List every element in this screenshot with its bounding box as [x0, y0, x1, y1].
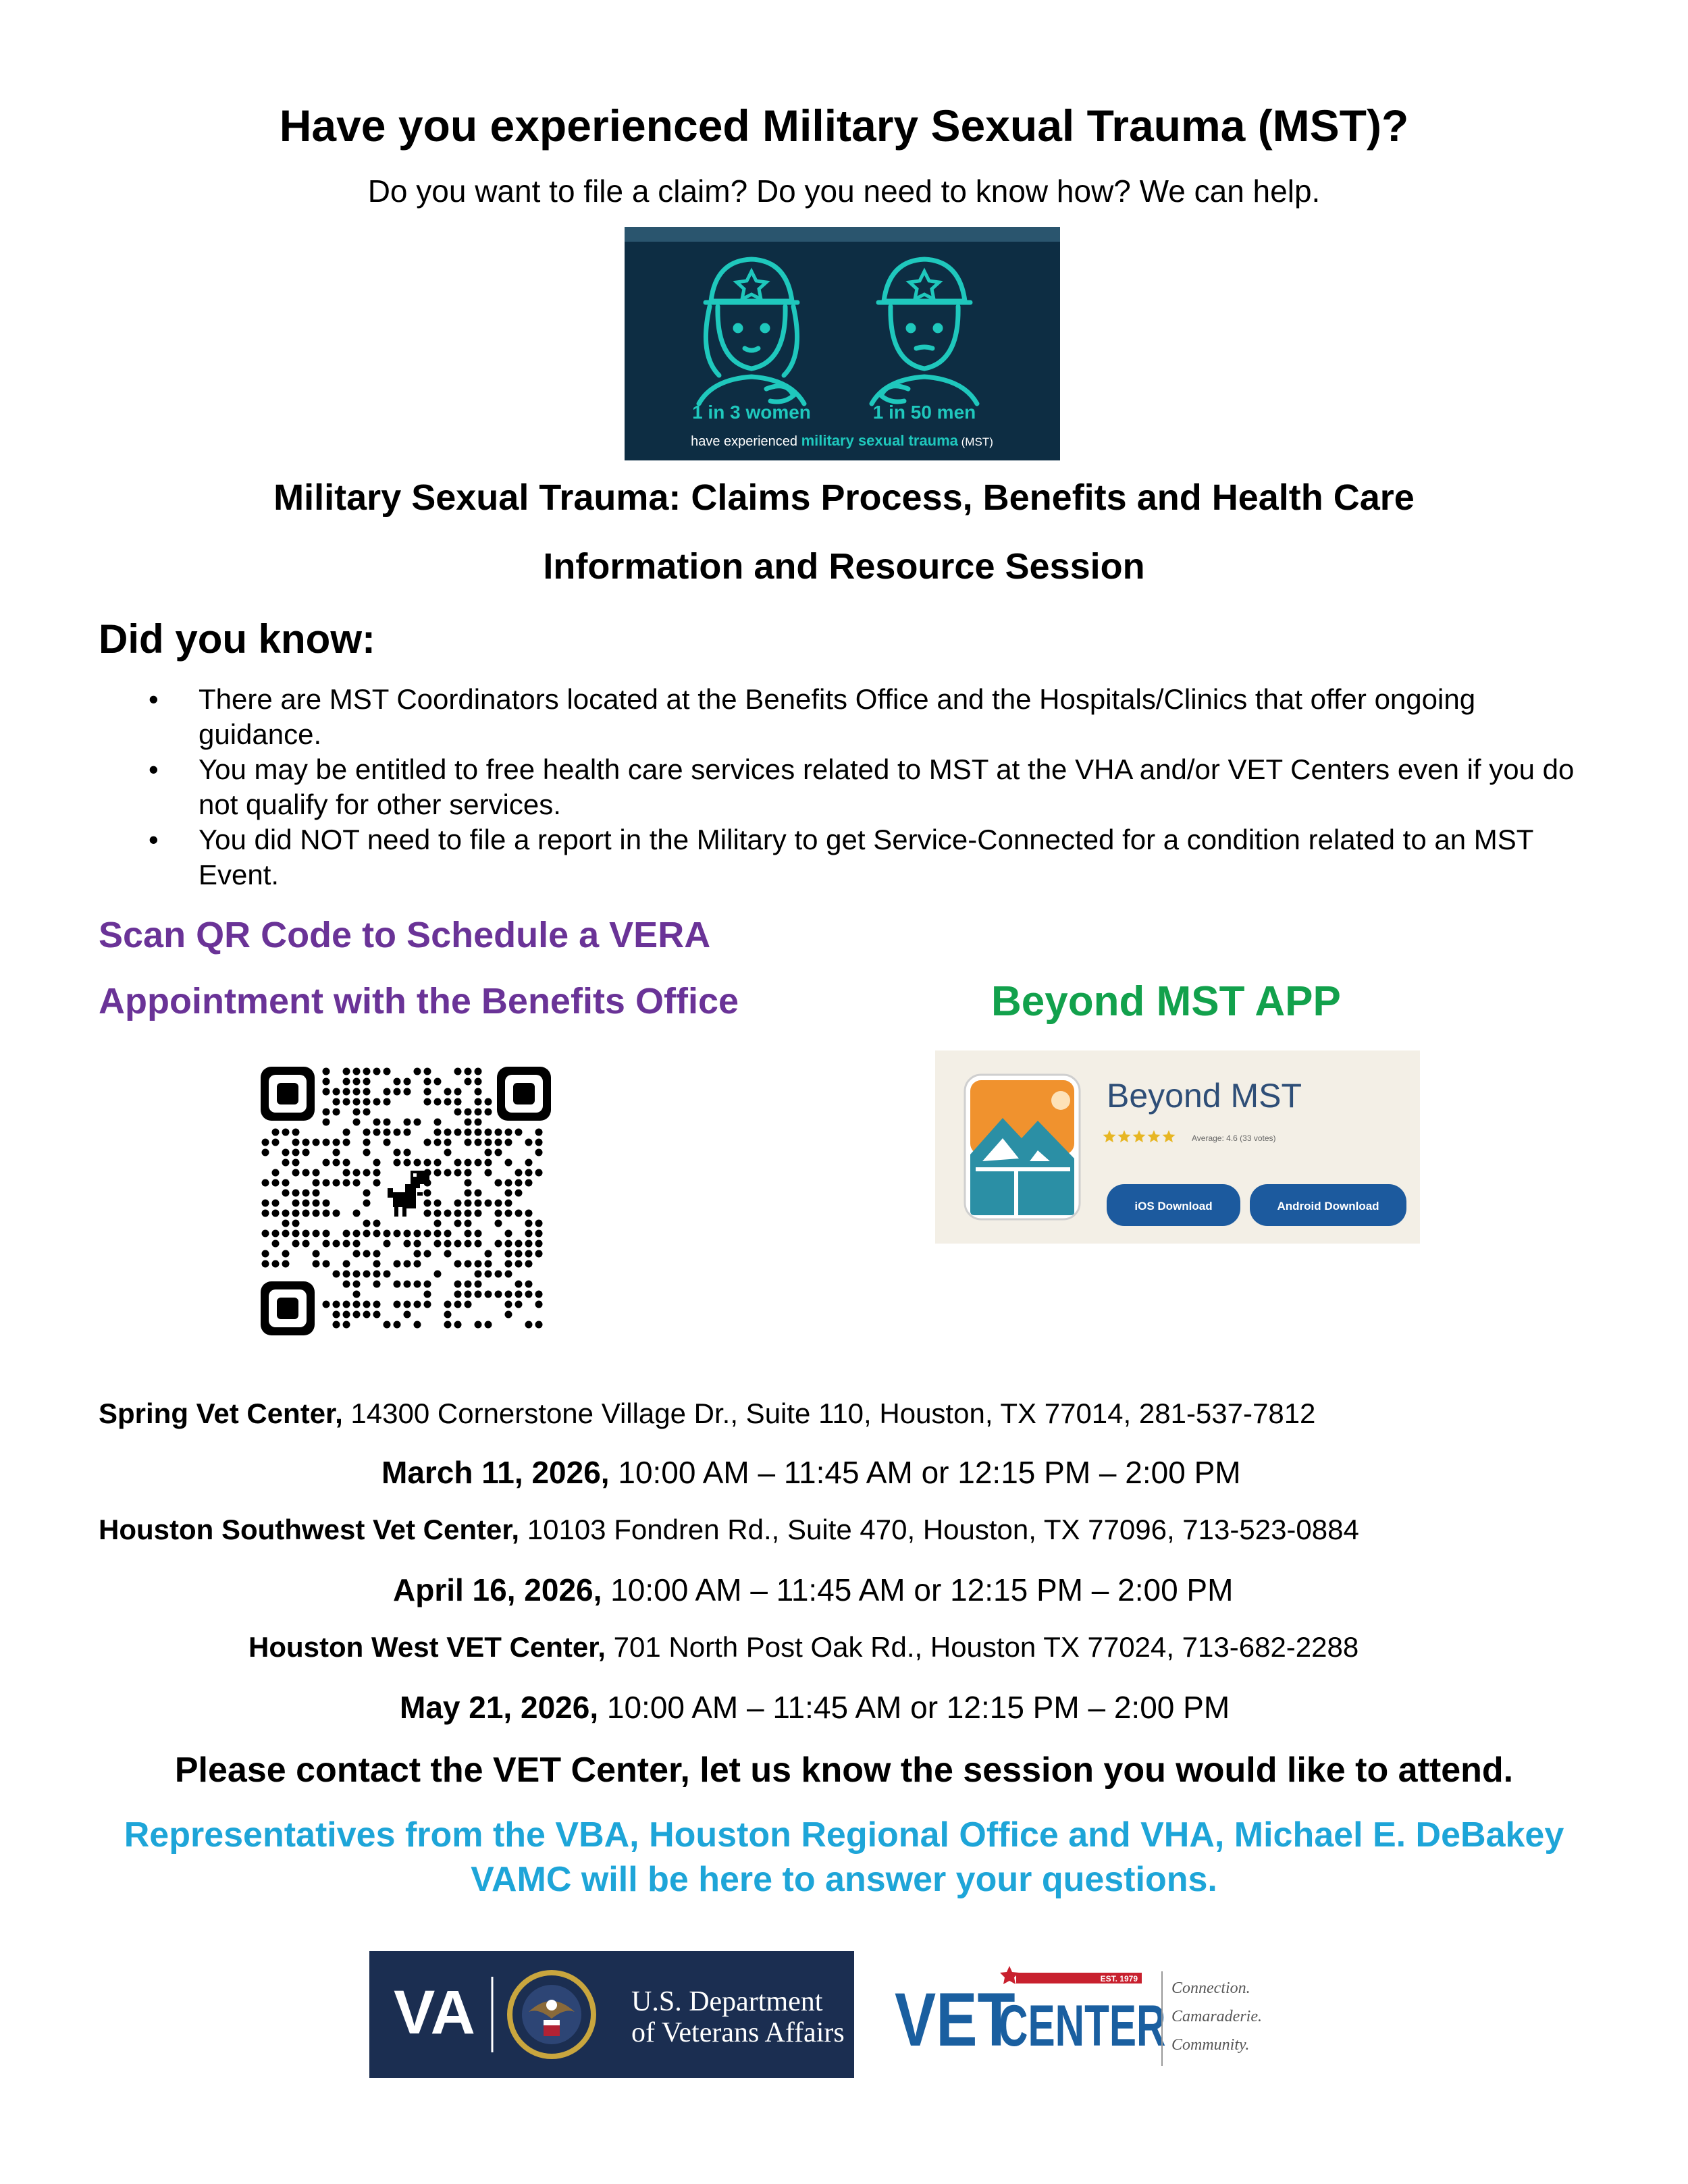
- ios-download-button[interactable]: [1107, 1184, 1240, 1226]
- dinosaur-icon: [388, 1168, 429, 1222]
- list-item: [149, 752, 1600, 822]
- svg-text:Android Download: Android Download: [1277, 1200, 1379, 1213]
- page-subtitle: Do you want to file a claim? Do you need to know how? We can help.: [367, 174, 1321, 209]
- svg-text:CENTER: CENTER: [999, 1993, 1166, 2058]
- va-seal-icon: [507, 1970, 596, 2059]
- vet-center-logo: [895, 1958, 1300, 2073]
- women-stat-text: 1 in 3 women: [692, 402, 811, 423]
- location-houston-southwest: [99, 1514, 1359, 1546]
- session-date-3: [400, 1689, 1230, 1726]
- location-name: Spring Vet Center,: [99, 1397, 343, 1429]
- list-item: [149, 682, 1600, 752]
- representatives-line-2: VAMC will be here to answer your questions.: [471, 1860, 1217, 1899]
- bullet-icon: •: [149, 753, 159, 785]
- session-date: May 21, 2026,: [400, 1690, 599, 1725]
- svg-text:iOS Download: iOS Download: [1134, 1200, 1213, 1213]
- qr-instruction-line-2: Appointment with the Benefits Office: [99, 981, 739, 1021]
- representatives-line-1: Representatives from the VBA, Houston Regional Office and VHA, Michael E. DeBakey: [124, 1815, 1564, 1855]
- fact-text: You did NOT need to file a report in the Military to get Service-Connected for a condition related to an MST Event.: [199, 824, 1533, 890]
- bullet-icon: •: [149, 824, 159, 855]
- men-stat-text: 1 in 50 men: [872, 402, 976, 423]
- facts-heading: Did you know:: [99, 616, 375, 662]
- mst-caption: have experienced military sexual trauma (MST): [691, 432, 993, 449]
- fact-text: There are MST Coordinators located at the Benefits Office and the Hospitals/Clinics that offer ongoing guidance.: [199, 683, 1476, 750]
- star-icon: [1118, 1130, 1131, 1142]
- qr-instruction-line-1: Scan QR Code to Schedule a VERA: [99, 915, 711, 955]
- star-icon: [1163, 1130, 1176, 1142]
- svg-text:Community.: Community.: [1171, 2036, 1250, 2054]
- star-icon: [1103, 1130, 1116, 1142]
- app-heading: Beyond MST APP: [991, 978, 1341, 1025]
- svg-text:VET: VET: [895, 1977, 1016, 2062]
- session-title-line-2: Information and Resource Session: [543, 546, 1145, 587]
- session-times: 10:00 AM – 11:45 AM or 12:15 PM – 2:00 PM: [609, 1455, 1241, 1490]
- svg-text:U.S. Department: U.S. Department: [631, 1986, 823, 2017]
- vera-qr-code[interactable]: [261, 1067, 551, 1335]
- list-item: [149, 822, 1600, 893]
- fact-text: You may be entitled to free health care services related to MST at the VHA and/or VET Centers even if you do not qualify for other services.: [199, 753, 1575, 820]
- va-logo: [369, 1951, 854, 2078]
- session-times: 10:00 AM – 11:45 AM or 12:15 PM – 2:00 PM: [602, 1572, 1234, 1607]
- session-date: April 16, 2026,: [393, 1572, 602, 1607]
- svg-text:EST. 1979: EST. 1979: [1100, 1974, 1138, 1983]
- location-address: 10103 Fondren Rd., Suite 470, Houston, TX 77096, 713-523-0884: [519, 1514, 1359, 1545]
- app-name: Beyond MST: [1107, 1077, 1302, 1115]
- session-title-line-1: Military Sexual Trauma: Claims Process, Benefits and Health Care: [273, 477, 1415, 518]
- page-title: Have you experienced Military Sexual Trauma (MST)?: [279, 101, 1409, 151]
- man-soldier-icon: [872, 259, 977, 404]
- location-name: Houston West VET Center,: [248, 1631, 606, 1663]
- session-date: March 11, 2026,: [381, 1455, 610, 1490]
- star-icon: [1133, 1130, 1146, 1142]
- location-spring: [99, 1397, 1315, 1430]
- svg-text:Camaraderie.: Camaraderie.: [1171, 2008, 1262, 2025]
- star-icon: [1148, 1130, 1161, 1142]
- session-date-2: [393, 1572, 1233, 1608]
- svg-text:VA: VA: [394, 1978, 475, 2047]
- session-times: 10:00 AM – 11:45 AM or 12:15 PM – 2:00 PM: [598, 1690, 1230, 1725]
- session-date-1: [381, 1454, 1241, 1491]
- svg-text:Connection.: Connection.: [1171, 1979, 1250, 1997]
- rating-stars: [1103, 1130, 1176, 1142]
- svg-text:of Veterans Affairs: of Veterans Affairs: [631, 2017, 845, 2048]
- location-name: Houston Southwest Vet Center,: [99, 1514, 520, 1545]
- location-houston-west: [248, 1631, 1359, 1663]
- bullet-icon: •: [149, 683, 159, 715]
- facts-list: [149, 682, 1600, 893]
- woman-soldier-icon: [699, 259, 804, 404]
- location-address: 701 North Post Oak Rd., Houston TX 77024, 713-682-2288: [605, 1631, 1359, 1663]
- representatives-note: [0, 1813, 1688, 1902]
- location-address: 14300 Cornerstone Village Dr., Suite 110, Houston, TX 77014, 281-537-7812: [342, 1397, 1316, 1429]
- app-rating: Average: 4.6 (33 votes): [1192, 1134, 1276, 1143]
- beyond-mst-app-card[interactable]: [935, 1050, 1420, 1244]
- mst-statistics-banner: [625, 227, 1060, 460]
- beyond-mst-app-icon: [965, 1075, 1080, 1219]
- android-download-button[interactable]: [1250, 1184, 1406, 1226]
- contact-instruction: Please contact the VET Center, let us know the session you would like to attend.: [174, 1751, 1514, 1790]
